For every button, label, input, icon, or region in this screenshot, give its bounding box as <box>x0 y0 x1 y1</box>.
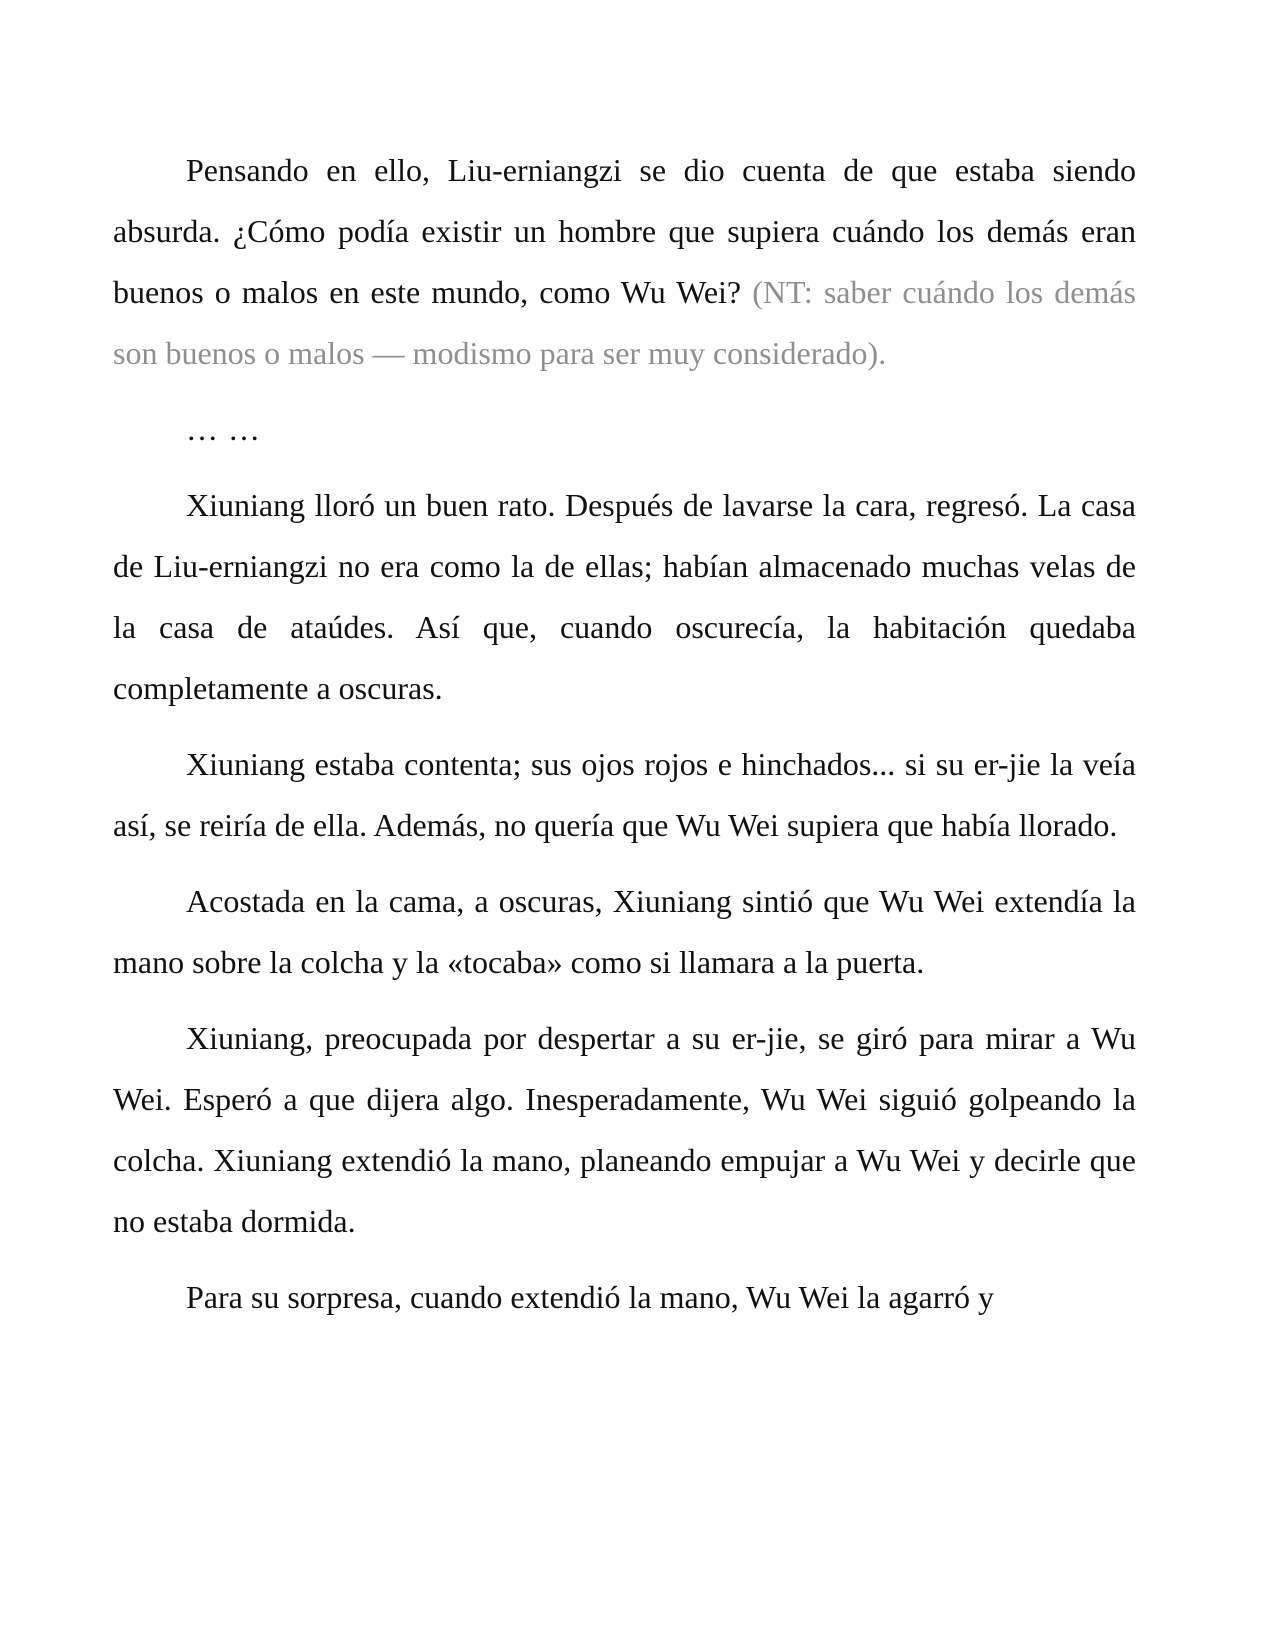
translator-note: (NT: saber cuándo los demás son buenos o malos — modismo para ser muy considerado). <box>113 274 1137 371</box>
paragraph-1-text: Pensando en ello, Liu-erniangzi se dio cuenta de que estaba siendo absurda. ¿Cómo podía existir un hombre que supiera cuándo los demás eran buenos o malos en este mundo, como Wu Wei? <box>113 152 1136 310</box>
paragraph-6: Para su sorpresa, cuando extendió la mano, Wu Wei la agarró y <box>186 1279 995 1315</box>
document-body <box>113 140 1136 1343</box>
scene-break-ellipsis: … … <box>186 411 261 447</box>
paragraph-2: Xiuniang lloró un buen rato. Después de lavarse la cara, regresó. La casa de Liu-erniangzi no era como la de ellas; habían almacenado muchas velas de la casa de ataúdes. Así que, cuando oscurecía, la habitación quedaba completamente a oscuras. <box>113 487 1136 706</box>
paragraph-1 <box>113 140 1136 384</box>
paragraph-3: Xiuniang estaba contenta; sus ojos rojos e hinchados... si su er-jie la veía así, se reiría de ella. Además, no quería que Wu Wei supiera que había llorado. <box>113 746 1136 843</box>
paragraph-5: Xiuniang, preocupada por despertar a su er-jie, se giró para mirar a Wu Wei. Esperó a que dijera algo. Inesperadamente, Wu Wei siguió golpeando la colcha. Xiuniang extendió la mano, planeando empujar a Wu Wei y decirle que no estaba dormida. <box>113 1020 1136 1239</box>
paragraph-4: Acostada en la cama, a oscuras, Xiuniang sintió que Wu Wei extendía la mano sobre la colcha y la «tocaba» como si llamara a la puerta. <box>113 883 1136 980</box>
